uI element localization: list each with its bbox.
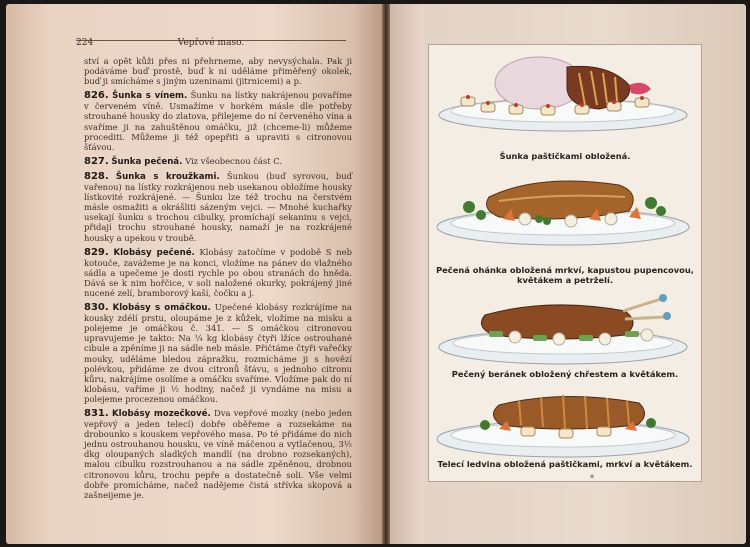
recipe-title: Klobásy mozečkové. — [112, 409, 211, 419]
recipe-body: Klobásy zatočíme v podobě S neb kotouče, zavážeme je na konci, vložíme na pánev do vlažného sádla a upečeme je dosti rychle po obou stranách do hněda. Dává se k nim hořčice, v soli naložené okurky, pokrájený jiné nucené zelí, bramborový kaší, čočku a j. — [84, 246, 352, 298]
running-title: Vepřové maso. — [177, 38, 245, 48]
left-page — [6, 4, 384, 544]
recipe-number: 831. — [84, 408, 109, 419]
recipe-entry — [84, 90, 352, 152]
recipe-title: Šunka pečená. — [111, 156, 183, 167]
plate-caption: Telecí ledvina obložená paštičkami, mrkví a květákem. — [437, 459, 693, 469]
recipe-entry — [84, 171, 352, 243]
page-number: 224 — [76, 38, 94, 48]
page-mark: * — [590, 474, 594, 483]
recipe-body: Šunkou (buď syrovou, buď vařenou) na lístky rozkrájenou neb usekanou obložíme housky lístkovité rozkrájené. — Šunku lze též trochu na čerstvém másle osmažiti a okrášliti sázeným vejci. — Mnohé kuchařky usekají šunku s trochou cibulky, promíchají sekaninu s vejci, přidají trochu strouhané housky, namaží je na rozkrájené housky a upekou v troubě. — [84, 170, 352, 243]
oxtail-illustration — [429, 167, 701, 263]
recipe-entry — [84, 156, 352, 167]
recipe-number: 829. — [84, 246, 109, 258]
plate-caption: Pečená ohánka obložená mrkví, kapustou pupencovou, květákem a petrželí. — [436, 265, 694, 285]
recipe-body: Viz všeobecnou část C. — [185, 155, 283, 166]
lamb-illustration — [429, 289, 701, 381]
plate-caption: Pečený beránek obložený chřestem a květákem. — [451, 369, 679, 379]
book-gutter — [382, 4, 390, 544]
recipe-entry — [84, 302, 352, 404]
recipe-entry — [84, 247, 352, 298]
recipe-text — [84, 56, 352, 500]
recipe-number: 826. — [84, 90, 109, 102]
recipe-number: 830. — [84, 302, 109, 314]
ham-illustration — [429, 45, 701, 149]
recipe-number: 828. — [84, 170, 109, 182]
recipe-title: Šunka s kroužkami. — [115, 171, 220, 182]
illustration-plate — [428, 44, 702, 482]
plate-caption: Šunka paštičkami obložená. — [499, 151, 631, 161]
right-page — [390, 4, 746, 544]
recipe-body: Upečené klobásy rozkrájíme na kousky zdélí prstu, oloupáme je z kůžek, vložíme na misku a polejeme je omáčkou č. 341. — S omáčkou citronovou upravujeme je takto: Na ¼ kg klobásy čtyři lžíce ostrouhané cibule a zpěníme ji na sádle neb másle. Přičtáme čtyři vařečky mouky, uděláme bledou zápražku, rozmícháme ji s hovězí polévkou, přidáme ze dvou citronů šťávu, s jednoho citronu kůru, nakrájíme osolíme a omáčku svaříme. Vložíme pak do ní klobásu, vaříme ji ½ hodiny, načež ji vyndáme na misu a polejeme procezenou omáčkou. — [84, 302, 352, 404]
recipe-title: Klobásy pečené. — [113, 247, 195, 258]
recipe-body: Dva vepřové mozky (nebo jeden vepřový a jeden telecí) dobře oběřeme a rozsekáme na drobounko s kouskem vepřového masa. Po té přidáme do nich jednu ostrouhanou housku, ve víně máčenou a vytlačenou, 3½ dkg oloupaných sladkých mandlí (na drobno rozsekaných), malou cibulku rozstrouhanou a na sádle zpěněnou, drobnou citronovou kůru, trochu pepře a dostatečně soli. Vše velmi dobře promícháme, načež nadějeme čistá střívka skopová a zašneijeme je. — [84, 408, 352, 500]
recipe-title: Šunka s vínem. — [112, 91, 188, 102]
recipe-number: 827. — [84, 155, 109, 167]
page-header — [76, 38, 346, 48]
intro-paragraph: ství a opět kůži přes ni přehrneme, aby nevysýchala. Pak ji podáváme buď prostě, buď k ní uděláme přiměřený okolek, buď ji smícháme s jiným uzeninami (jitrnicemi) a p. — [84, 56, 352, 87]
recipe-title: Klobásy s omáčkou. — [112, 303, 211, 314]
open-book — [6, 4, 746, 544]
recipe-entry — [84, 408, 352, 500]
recipe-body: Šunku na lístky nakrájenou povaříme v červeném víně. Usmažíme v horkém másle dle potřeby strouhané housky do zlatova, přilejeme do ní červeného vína a svaříme ji na zahuštěnou omáčku, již (chceme-li) můžeme procediti. Můžeme ji též opepřiti a upraviti s citronovou šťávou. — [84, 90, 352, 152]
